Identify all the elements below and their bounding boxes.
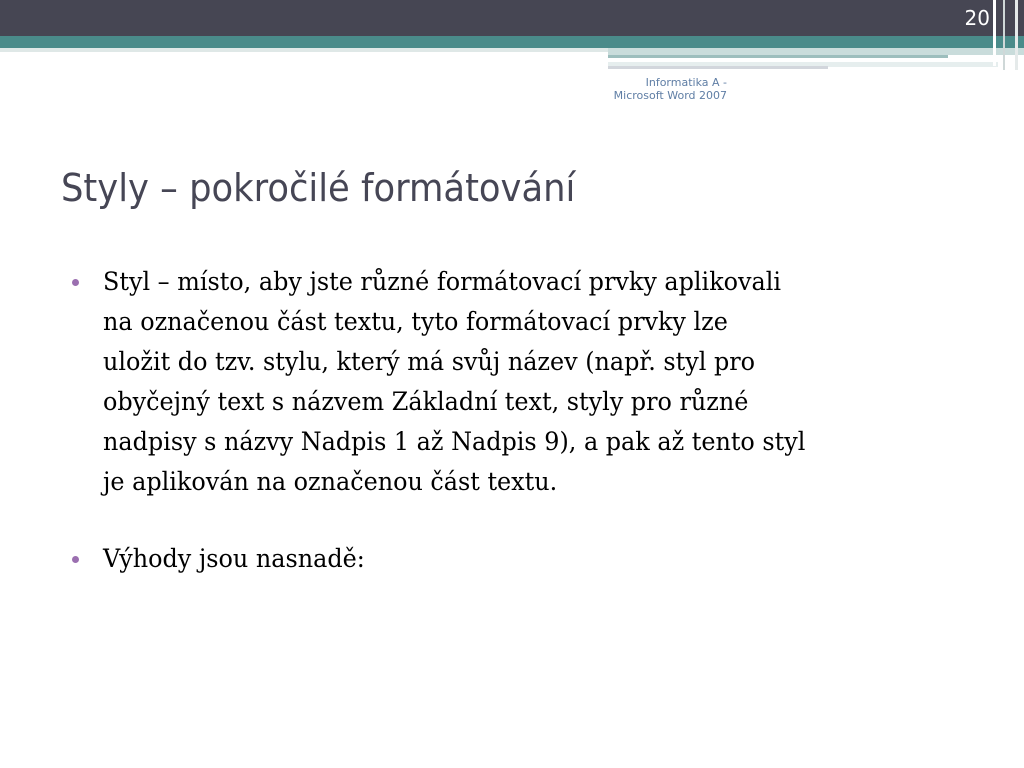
bullet-item — [72, 539, 972, 579]
header-accent-strip — [608, 55, 948, 58]
header-teal-band — [0, 36, 1024, 48]
bullet-item — [72, 262, 972, 502]
bullet-list — [72, 262, 972, 616]
bullet-text: Styl – místo, aby jste různé formátovací prvky aplikovali na označenou část textu, tyto formátovací prvky lze uložit do tzv. stylu, který má svůj název (např. styl pro obyčejný text s názvem Základní text, styly pro různé nadpisy s názvy Nadpis 1 až Nadpis 9), a pak až tento styl je aplikován na označenou část textu. — [103, 267, 806, 496]
footer-caption-line: Microsoft Word 2007 — [613, 89, 727, 102]
slide-title: Styly – pokročilé formátování — [61, 166, 576, 210]
header-bar — [0, 0, 1024, 36]
bullet-dot-icon — [72, 279, 79, 286]
header-light-strip — [0, 48, 612, 52]
footer-caption-line: Informatika A - — [645, 76, 727, 89]
header-accent-strip — [608, 48, 1024, 55]
slide-number: 20 — [964, 6, 990, 30]
header-divider — [993, 0, 996, 66]
bullet-dot-icon — [72, 556, 79, 563]
header-accent-strip — [608, 66, 828, 69]
header-divider — [1015, 0, 1018, 70]
header-divider — [1003, 0, 1005, 70]
footer-caption — [560, 76, 727, 102]
bullet-text: Výhody jsou nasnadě: — [103, 544, 365, 573]
